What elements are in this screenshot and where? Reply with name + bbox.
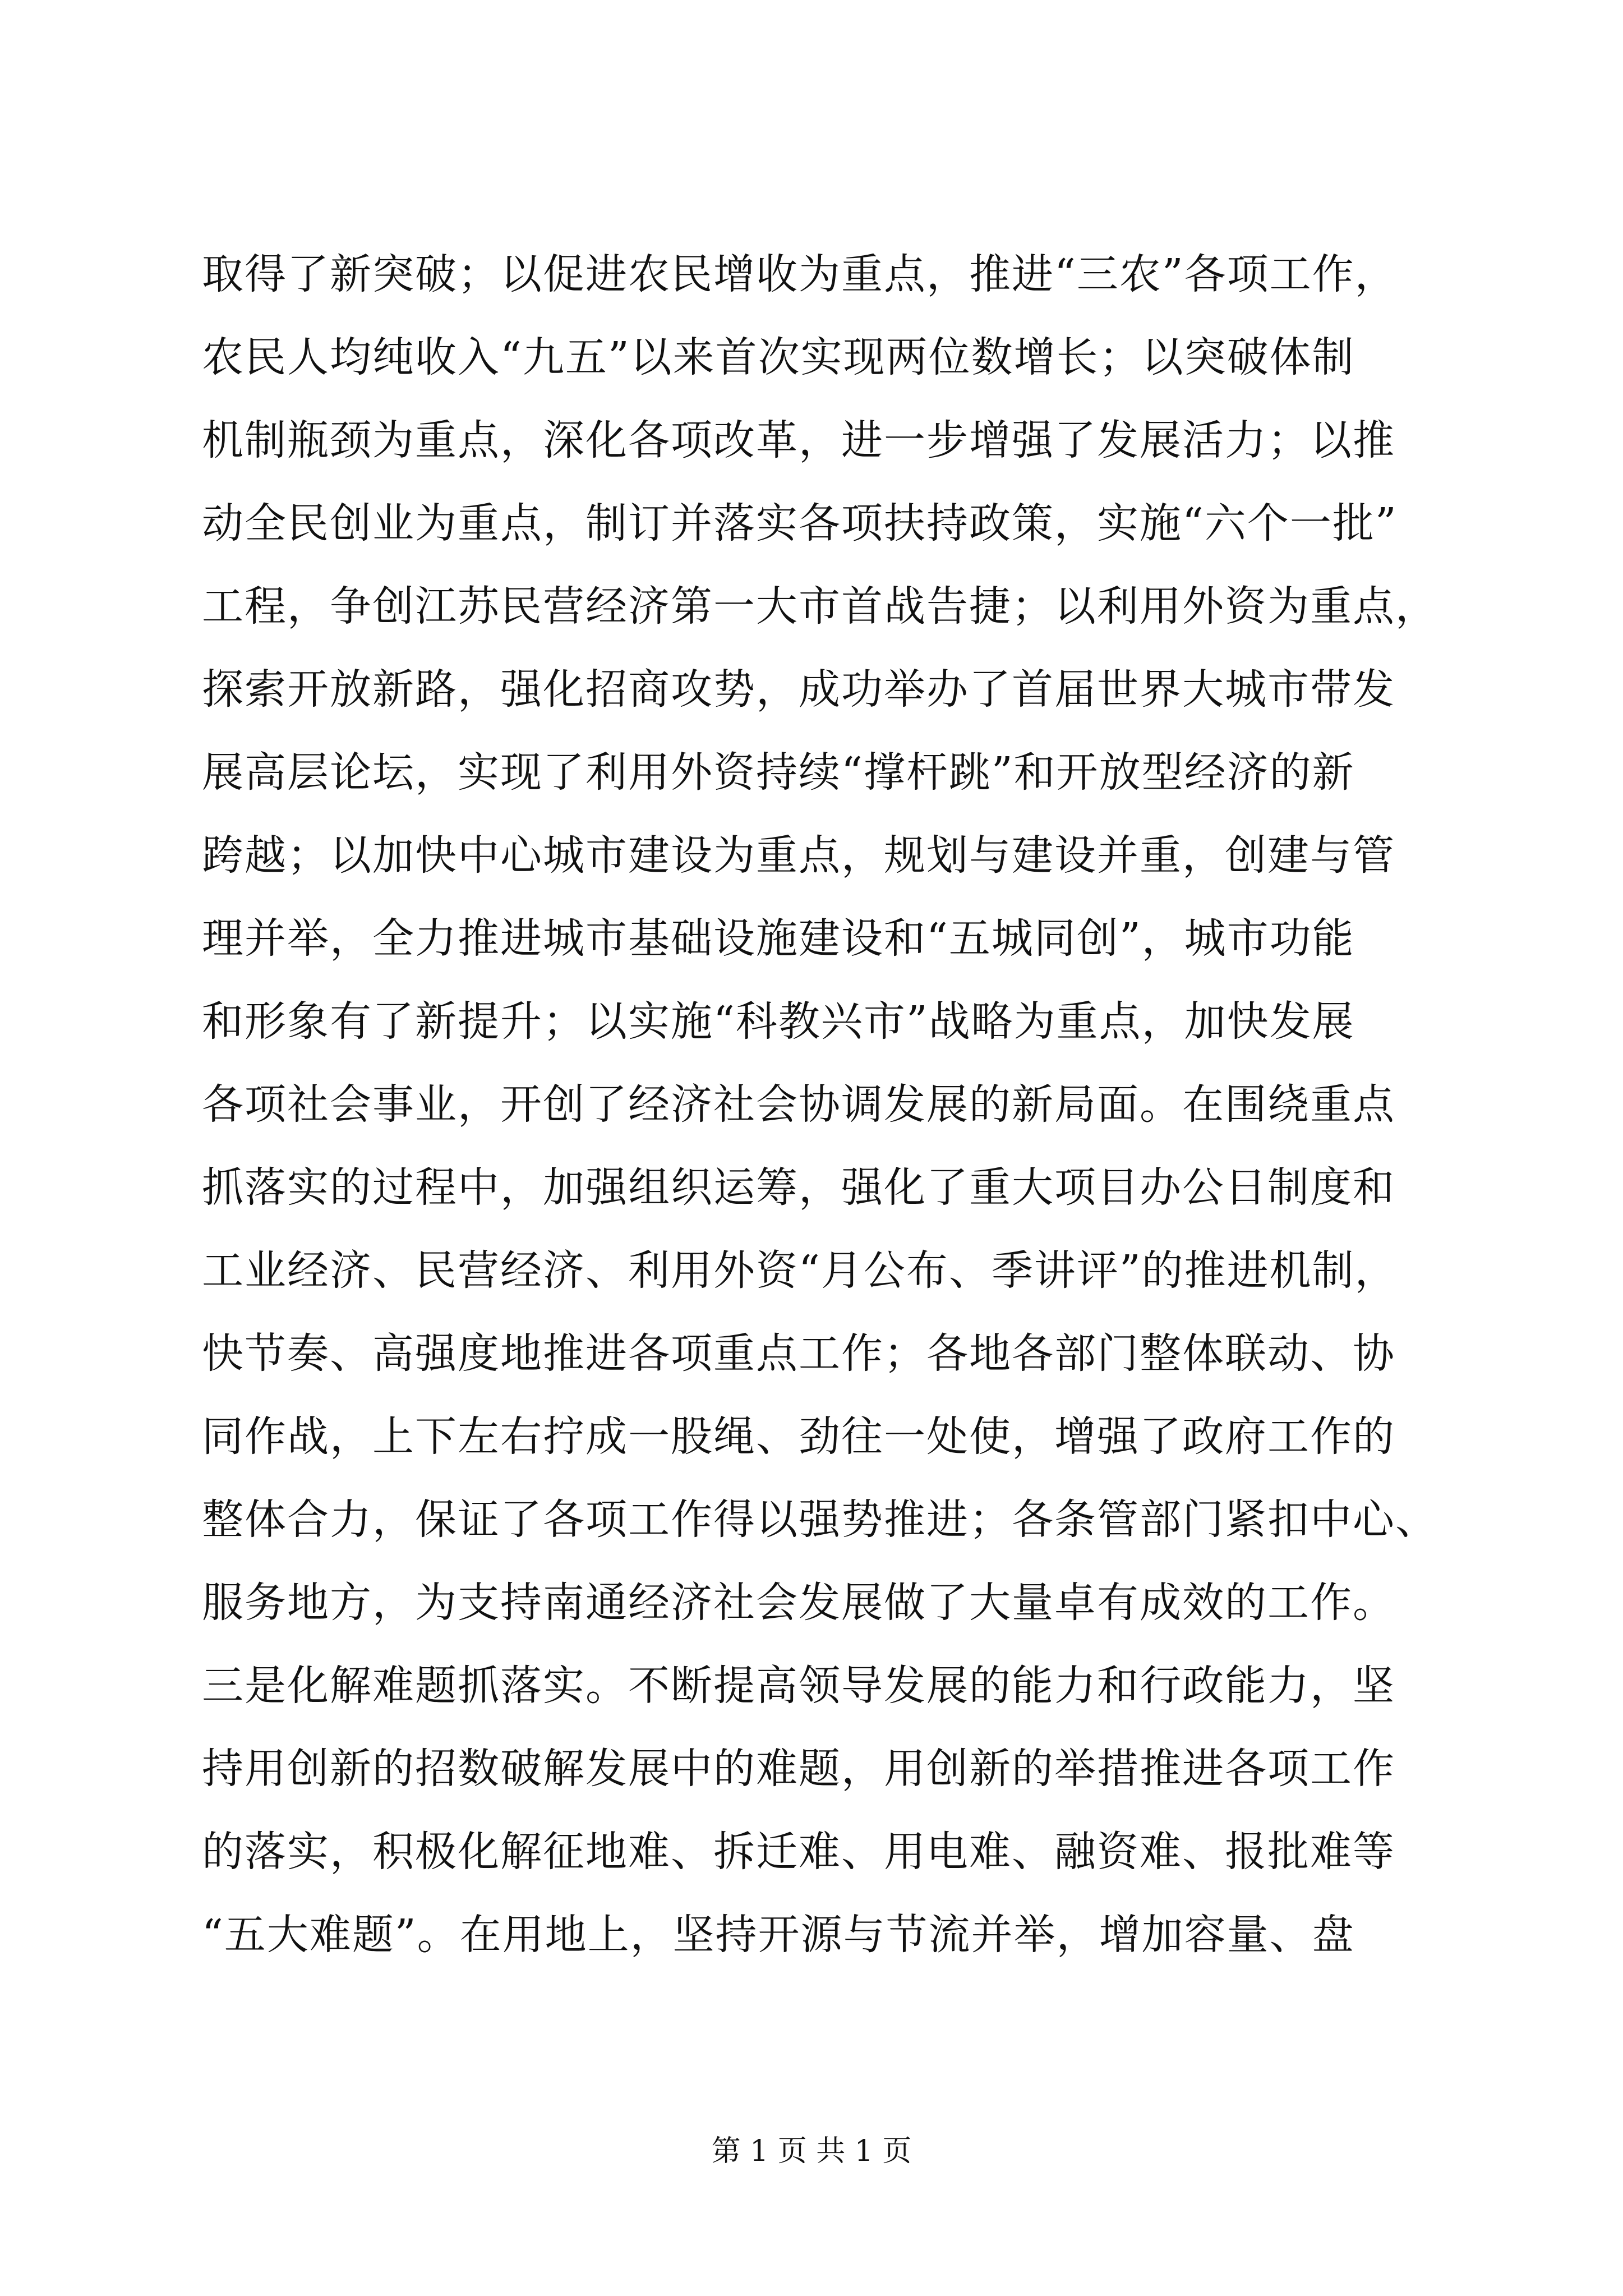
text-line: 各项社会事业，开创了经济社会协调发展的新局面。在围绕重点 [202, 1080, 1395, 1129]
text-line: 服务地方，为支持南通经济社会发展做了大量卓有成效的工作。 [202, 1579, 1395, 1627]
text-line: 快节奏、高强度地推进各项重点工作；各地各部门整体联动、协 [202, 1329, 1395, 1378]
text-line: 取得了新突破；以促进农民增收为重点，推进“三农”各项工作， [202, 250, 1398, 298]
text-line: 展高层论坛，实现了利用外资持续“撑杆跳”和开放型经济的新 [202, 748, 1355, 797]
text-line: 同作战，上下左右拧成一股绳、劲往一处使，增强了政府工作的 [202, 1412, 1395, 1461]
text-line: 三是化解难题抓落实。不断提高领导发展的能力和行政能力，坚 [202, 1662, 1395, 1710]
text-line: 抓落实的过程中，加强组织运筹，强化了重大项目办公日制度和 [202, 1163, 1395, 1212]
text-line: “五大难题”。在用地上，坚持开源与节流并举，增加容量、盘 [202, 1911, 1355, 1959]
text-line: 工业经济、民营经济、利用外资“月公布、季讲评”的推进机制， [202, 1246, 1398, 1295]
text-line: 跨越；以加快中心城市建设为重点，规划与建设并重，创建与管 [202, 831, 1395, 880]
text-line: 的落实，积极化解征地难、拆迁难、用电难、融资难、报批难等 [202, 1828, 1395, 1876]
text-line: 和形象有了新提升；以实施“科教兴市”战略为重点，加快发展 [202, 997, 1355, 1046]
text-line: 持用创新的招数破解发展中的难题，用创新的举措推进各项工作 [202, 1745, 1395, 1793]
text-line: 农民人均纯收入“九五”以来首次实现两位数增长；以突破体制 [202, 333, 1355, 381]
text-line: 探索开放新路，强化招商攻势，成功举办了首届世界大城市带发 [202, 665, 1395, 714]
body-text [202, 233, 1458, 1976]
text-line: 工程，争创江苏民营经济第一大市首战告捷；以利用外资为重点， [202, 582, 1438, 631]
text-line: 理并举，全力推进城市基础设施建设和“五城同创”，城市功能 [202, 914, 1355, 963]
text-line: 动全民创业为重点，制订并落实各项扶持政策，实施“六个一批” [202, 499, 1398, 547]
text-line: 机制瓶颈为重点，深化各项改革，进一步增强了发展活力；以推 [202, 416, 1395, 464]
page-footer: 第 1 页 共 1 页 [711, 2134, 912, 2168]
text-line: 整体合力，保证了各项工作得以强势推进；各条管部门紧扣中心、 [202, 1496, 1438, 1544]
